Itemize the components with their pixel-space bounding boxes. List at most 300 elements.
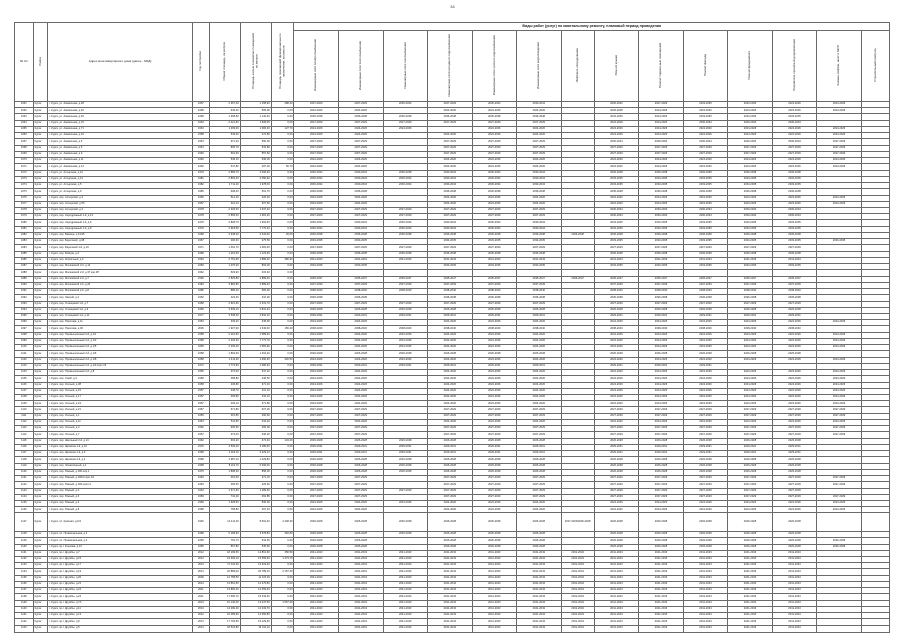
row-work-period: 2033-2035 [728,239,773,245]
row-work-period: 2024-2026 [639,158,684,164]
row-district: Курск [33,345,47,351]
row-work-period: 2027-2029 [517,214,562,220]
row-total-area: 571,80 [209,407,240,413]
row-work-period: 2027-2029 [639,245,684,251]
row-common-area: 0,00 [271,183,294,189]
row-work-period: 2026-2028 [472,351,517,357]
row-work-period: 2041-2043 [772,594,817,600]
row-work-period: 2024-2026 [683,401,728,407]
row-work-period: 2038-2040 [383,326,428,332]
row-work-period: 2027-2029 [683,407,728,413]
row-premises-area: 1 978,00 [240,183,271,189]
row-work-period: 2036-2038 [383,114,428,120]
row-work-period: 2024-2026 [294,382,339,388]
row-work-period: 2033-2035 [472,264,517,270]
row-year: 1963 [193,476,210,482]
row-number: 1101 [15,351,34,357]
row-address: г. Курск, пер. Пирогова, д.11 [48,320,193,326]
row-work-period: 2024-2026 [594,158,639,164]
row-work-period: 2026-2028 [817,544,862,550]
row-common-area: 2 448,30 [271,513,294,532]
row-work-period: 2024-2026 [428,501,473,507]
row-work-period: 2041-2043 [728,257,773,263]
row-work-period: 2027-2029 [639,426,684,432]
row-common-area: 0,00 [271,207,294,213]
row-work-period: 2027-2029 [472,407,517,413]
row-work-period: 2026-2028 [772,351,817,357]
row-work-period: 2030-2034 [338,226,383,232]
row-total-area: 742,20 [209,494,240,500]
row-total-area: 17 011,30 [209,563,240,569]
row-work-period: 2024-2026 [639,345,684,351]
row-work-period: 2026-2028 [594,351,639,357]
row-work-period: 2024-2026 [294,338,339,344]
row-work-period: 2038-2040 [639,289,684,295]
row-work-period: 2024-2026 [728,376,773,382]
row-work-period: 2024-2026 [772,401,817,407]
row-work-period: 2026-2028 [683,544,728,550]
row-work-period: 2026-2028 [817,538,862,544]
col-header-work-11: Ремонт фундамента [728,31,773,102]
row-work-period: 2026-2028 [517,457,562,463]
row-number: 1095 [15,313,34,319]
row-work-period: 2024-2026 [294,507,339,513]
row-number: 1093 [15,301,34,307]
row-work-period: 2030-2034 [294,226,339,232]
col-header-work-1: Инженерные сети электроснабжения [294,31,339,102]
row-work-period: 2041-2043 [294,613,339,619]
row-premises-area: 3 180,00 [240,444,271,450]
row-work-period: 2036-2038 [639,232,684,238]
row-work-period: 2041-2043 [561,569,594,575]
row-premises-area: 1 640,00 [240,326,271,332]
row-work-period: 2026-2028 [728,513,773,532]
row-number: 1110 [15,407,34,413]
row-premises-area: 2 433,00 [240,232,271,238]
row-total-area: 14 290,40 [209,606,240,612]
row-work-period: 2026-2028 [683,457,728,463]
row-work-period: 2030-2034 [517,226,562,232]
row-work-period: 2024-2026 [517,195,562,201]
row-district: Курск [33,301,47,307]
row-work-period: 2027-2029 [728,488,773,494]
row-work-period: 2029-2031 [517,313,562,319]
row-work-period: 2041-2043 [561,600,594,606]
row-common-area: 0,00 [271,201,294,207]
row-address: г. Курск, пр-т Дружбы, д.9 [48,619,193,625]
row-common-area: 56,70 [271,164,294,170]
row-district: Курск [33,613,47,619]
row-premises-area: 2 832,10 [240,313,271,319]
row-work-period: 2026-2028 [594,469,639,475]
row-premises-area: 345,90 [240,320,271,326]
row-premises-area: 2 331,70 [240,301,271,307]
row-work-period: 2041-2043 [683,556,728,562]
row-work-period: 2027-2029 [517,432,562,438]
row-total-area: 1 774,90 [209,363,240,369]
row-work-period: 2024-2026 [517,395,562,401]
row-work-period: 2030-2034 [772,139,817,145]
page-number: 34 [450,4,455,9]
row-work-period: 2041-2043 [639,619,684,625]
col-header-work-12: Разработка проектной документации [772,31,817,102]
row-work-period: 2024-2026 [728,338,773,344]
row-work-period: 2041-2043 [294,257,339,263]
row-work-period: 2041-2043 [594,600,639,606]
row-common-area: 0,00 [271,581,294,587]
row-work-period: 2041-2043 [561,625,594,632]
row-work-period: 2041-2043 [383,581,428,587]
row-year: 1959 [193,195,210,201]
row-work-period: 2024-2026 [817,133,862,139]
row-work-period: 2024-2026 [472,164,517,170]
row-address: г. Курск, пер. Аэродромный 1-й, д.13 [48,214,193,220]
row-work-period: 2038-2040 [728,289,773,295]
row-year: 1963 [193,120,210,126]
row-work-period: 2024-2026 [294,201,339,207]
row-work-period: 2024-2026 [472,195,517,201]
row-total-area: 758,80 [209,507,240,513]
row-work-period: 2033-2035 [428,264,473,270]
row-common-area: 356,50 [271,550,294,556]
row-work-period: 2026-2028 [639,532,684,538]
row-work-period: 2024-2026 [472,395,517,401]
row-work-period: 2036-2038 [772,189,817,195]
row-work-period: 2027-2029 [772,488,817,494]
row-work-period: 2026-2028 [428,544,473,550]
row-work-period: 2024-2026 [772,395,817,401]
row-work-period: 2027-2029 [472,245,517,251]
row-year: 1958 [193,251,210,257]
table-header [15,23,890,102]
row-work-period: 2030-2034 [517,170,562,176]
row-address: г. Курск, пер. Уютный, д.17 [48,395,193,401]
row-work-period: 2024-2026 [639,357,684,363]
row-work-period: 2036-2038 [338,189,383,195]
row-year: 1977 [193,313,210,319]
row-common-area: 0,00 [271,501,294,507]
row-work-period: 2024-2026 [728,507,773,513]
row-work-period: 2027-2029 [472,494,517,500]
row-work-period: 2027-2029 [639,413,684,419]
row-work-period: 2029-2031 [594,313,639,319]
row-work-period: 2026-2028 [683,351,728,357]
row-work-period: 2041-2043 [472,600,517,606]
row-work-period: 2029-2031 [594,444,639,450]
row-work-period: 2027-2029 [517,488,562,494]
row-year: 1968 [193,232,210,238]
row-work-period: 2041-2043 [594,563,639,569]
row-premises-area: 3 578,80 [240,532,271,538]
row-work-period: 2036-2038 [639,170,684,176]
row-work-period: 2024-2026 [294,320,339,326]
row-number: 1089 [15,276,34,282]
row-common-area: 0,00 [271,370,294,376]
row-work-period: 2041-2043 [428,588,473,594]
row-work-period: 2024-2026 [428,164,473,170]
row-year: 1990 [193,276,210,282]
row-number: 1077 [15,201,34,207]
row-common-area: 0,00 [271,195,294,201]
row-work-period: 2027-2029 [472,139,517,145]
row-work-period: 2041-2043 [472,575,517,581]
row-work-period: 2027-2029 [428,139,473,145]
row-work-period: 2041-2043 [294,550,339,556]
row-work-period: 2029-2031 [594,363,639,369]
row-number: 1106 [15,382,34,388]
row-total-area: 608,40 [209,189,240,195]
row-year: 1952 [193,295,210,301]
row-work-period: 2027-2029 [428,432,473,438]
row-work-period: 2024-2026 [817,338,862,344]
row-work-period: 2038-2040 [594,289,639,295]
row-work-period: 2027-2029 [517,407,562,413]
row-work-period: 2024-2026 [817,320,862,326]
row-work-period: 2030-2034 [728,214,773,220]
row-work-period: 2036-2038 [472,114,517,120]
row-address: г. Курск, пр-т Дружбы, д.15 [48,556,193,562]
row-total-area: 4 536,20 [209,444,240,450]
row-district: Курск [33,245,47,251]
row-address: г. Курск, пер. Щепкина 1-й, д.6 [48,451,193,457]
row-district: Курск [33,507,47,513]
row-work-period: 2041-2043 [428,581,473,587]
row-work-period: 2024-2026 [772,320,817,326]
row-total-area: 2 751,96 [209,257,240,263]
row-work-period: 2041-2043 [772,613,817,619]
row-work-period: 2024-2026 [772,126,817,132]
row-work-period: 2026-2028 [594,457,639,463]
row-work-period: 2024-2026 [817,126,862,132]
row-work-period: 2024-2026 [294,195,339,201]
row-work-period: 2024-2026 [683,108,728,114]
row-year: 1976 [193,220,210,226]
row-number: 1107 [15,388,34,394]
row-year: 1958 [193,382,210,388]
row-work-period: 2041-2043 [639,581,684,587]
row-work-period: 2038-2040 [772,289,817,295]
row-work-period: 2024-2026 [772,158,817,164]
row-work-period: 2027-2029 [594,413,639,419]
row-work-period: 2024-2026 [683,501,728,507]
row-work-period: 2038-2040 [383,289,428,295]
row-common-area: 1 567,40 [271,600,294,606]
row-year: 2014 [193,625,210,632]
row-district: Курск [33,201,47,207]
row-year: 1960 [193,164,210,170]
row-address: г. Курск, пер. Овечий, д.2 [48,295,193,301]
row-work-period: 2027-2029 [383,245,428,251]
row-work-period: 2024-2026 [428,338,473,344]
row-work-period: 2036-2038 [517,189,562,195]
row-premises-area: 1 637,40 [240,207,271,213]
row-work-period: 2024-2026 [472,376,517,382]
row-work-period: 2033-2035 [728,264,773,270]
row-work-period: 2030-2034 [294,176,339,182]
row-work-period: 2024-2026 [772,376,817,382]
row-common-area: 0,00 [271,226,294,232]
row-district: Курск [33,457,47,463]
row-work-period: 2024-2026 [728,195,773,201]
row-work-period: 2027-2029 [294,145,339,151]
row-work-period: 2026-2028 [383,307,428,313]
row-work-period: 2041-2043 [594,613,639,619]
row-district: Курск [33,114,47,120]
row-work-period: 2027-2029 [338,245,383,251]
row-year: 1968 [193,463,210,469]
row-district: Курск [33,295,47,301]
row-address: г. Курск, ул. Аммиачная, д.5 [48,145,193,151]
row-work-period: 2024-2026 [683,133,728,139]
row-work-period: 2036-2038 [338,114,383,120]
row-premises-area: 436,50 [240,376,271,382]
row-common-area: 0,00 [271,401,294,407]
row-work-period: 2027-2029 [428,207,473,213]
row-address: г. Курск, пр-т Дружбы, д.22 [48,588,193,594]
row-work-period: 2024-2026 [594,338,639,344]
row-number: 1108 [15,395,34,401]
row-work-period: 2041-2043 [561,588,594,594]
row-work-period: 2026-2028 [639,538,684,544]
row-work-period: 2037-2039 [772,282,817,288]
row-number: 1140 [15,606,34,612]
row-work-period: 2026-2028 [683,438,728,444]
row-work-period: 2027-2029 [472,301,517,307]
row-work-period: 2027-2029 [428,476,473,482]
row-number: 1138 [15,594,34,600]
row-work-period: 2027-2029 [517,151,562,157]
row-work-period: 2024-2026 [472,401,517,407]
row-work-period: 2041-2043 [472,588,517,594]
row-work-period: 2027-2029 [594,494,639,500]
row-work-period: 2030-2034 [472,183,517,189]
row-total-area: 456,50 [209,482,240,488]
col-header-work-14: Строительный контроль [861,31,889,102]
row-year: 1985 [193,189,210,195]
row-work-period: 2037-2039 [294,282,339,288]
row-premises-area: 344,10 [240,395,271,401]
row-total-area: 2 889,70 [209,170,240,176]
row-work-period: 2024-2026 [338,401,383,407]
row-work-period: 2041-2043 [472,619,517,625]
row-work-period: 2036-2038 [383,251,428,257]
row-number: 1062 [15,108,34,114]
row-work-period: 2036-2038 [772,251,817,257]
row-work-period: 2035-2037 [338,276,383,282]
row-work-period: 2041-2043 [561,556,594,562]
row-work-period: 2033-2035 [772,239,817,245]
row-work-period: 2027-2029 [338,426,383,432]
row-work-period: 2027-2029 [294,494,339,500]
row-district: Курск [33,270,47,276]
row-work-period: 2024-2026 [338,158,383,164]
row-number: 1098 [15,332,34,338]
row-work-period: 2038-2040 [594,326,639,332]
row-number: 1102 [15,357,34,363]
row-work-period: 2024-2026 [472,507,517,513]
row-work-period: 2024-2026 [517,388,562,394]
row-number: 1137 [15,588,34,594]
row-address: г. Курск, ул. Аммиачная, д.6 [48,139,193,145]
row-district: Курск [33,438,47,444]
row-district: Курск [33,413,47,419]
row-work-period: 2024-2026 [428,382,473,388]
row-year: 2011 [193,588,210,594]
row-address: г. Курск, пер. Уютный, д.7 [48,432,193,438]
row-work-period: 2041-2043 [338,625,383,632]
row-work-period: 2026-2028 [639,544,684,550]
row-work-period: 2041-2043 [338,606,383,612]
row-work-period: 2036-2038 [772,170,817,176]
row-work-period: 2024-2026 [772,133,817,139]
row-address: г. Курск, пер. Южный, д.18А3 корп.А3 [48,476,193,482]
row-address: г. Курск, ул. Аммиачная, д.9 [48,151,193,157]
row-work-period: 2024-2026 [728,345,773,351]
row-work-period: 2041-2043 [428,575,473,581]
row-year: 1963 [193,126,210,132]
row-work-period: 2027-2029 [383,207,428,213]
row-work-period: 2033-2035 [294,239,339,245]
row-work-period: 2024-2026 [817,388,862,394]
row-work-period: 2024-2026 [294,108,339,114]
row-work-period: 2026-2028 [639,438,684,444]
row-work-period: 2026-2028 [294,307,339,313]
row-total-area: 2 618,50 [209,226,240,232]
row-work-period: 2036-2038 [683,251,728,257]
row-work-period: 2026-2028 [772,513,817,532]
row-work-period: 2041-2043 [338,550,383,556]
row-work-period: 2026-2028 [428,457,473,463]
row-work-period: 2027-2029 [817,413,862,419]
row-premises-area: 462,85 [240,494,271,500]
row-work-period: 2026-2028 [517,538,562,544]
row-work-period: 2026-2028 [772,544,817,550]
row-number: 1092 [15,295,34,301]
row-address: г. Курск, пер. Огнищевой 1-й, д.11 [48,313,193,319]
row-work-period: 2041-2043 [728,581,773,587]
row-work-period: 2024-2026 [772,332,817,338]
row-work-period: 2027-2029 [428,488,473,494]
row-work-period: 2029-2031 [772,451,817,457]
row-work-period: 2027-2029 [472,145,517,151]
row-address: г. Курск, пер. Промышленный 2-й, д.1/5 [48,345,193,351]
row-work-period: 2027-2029 [639,301,684,307]
row-work-period: 2030-2034 [428,170,473,176]
row-work-period: 2024-2026 [683,201,728,207]
row-year: 2013 [193,619,210,625]
row-work-period: 2038-2040 [728,326,773,332]
row-work-period: 2029-2031 [683,313,728,319]
row-year: 1955 [193,370,210,376]
row-work-period: 2041-2043 [639,569,684,575]
row-work-period: 2037-2039 [472,282,517,288]
row-district: Курск [33,600,47,606]
row-work-period: 2030-2034 [383,176,428,182]
table-row [15,625,890,632]
row-year: 1959 [193,345,210,351]
row-work-period: 2024-2026 [772,501,817,507]
row-number: 1090 [15,282,34,288]
row-work-period: 2027-2029 [338,102,383,108]
row-work-period: 2024-2026 [817,108,862,114]
row-number: 1061 [15,102,34,108]
row-number: 1068 [15,145,34,151]
row-work-period: 2024-2026 [472,382,517,388]
row-work-period: 2033-2035 [683,239,728,245]
row-work-period: 2026-2028 [472,438,517,444]
row-work-period: 2027-2029 [428,245,473,251]
row-work-period: 2026-2028 [517,438,562,444]
